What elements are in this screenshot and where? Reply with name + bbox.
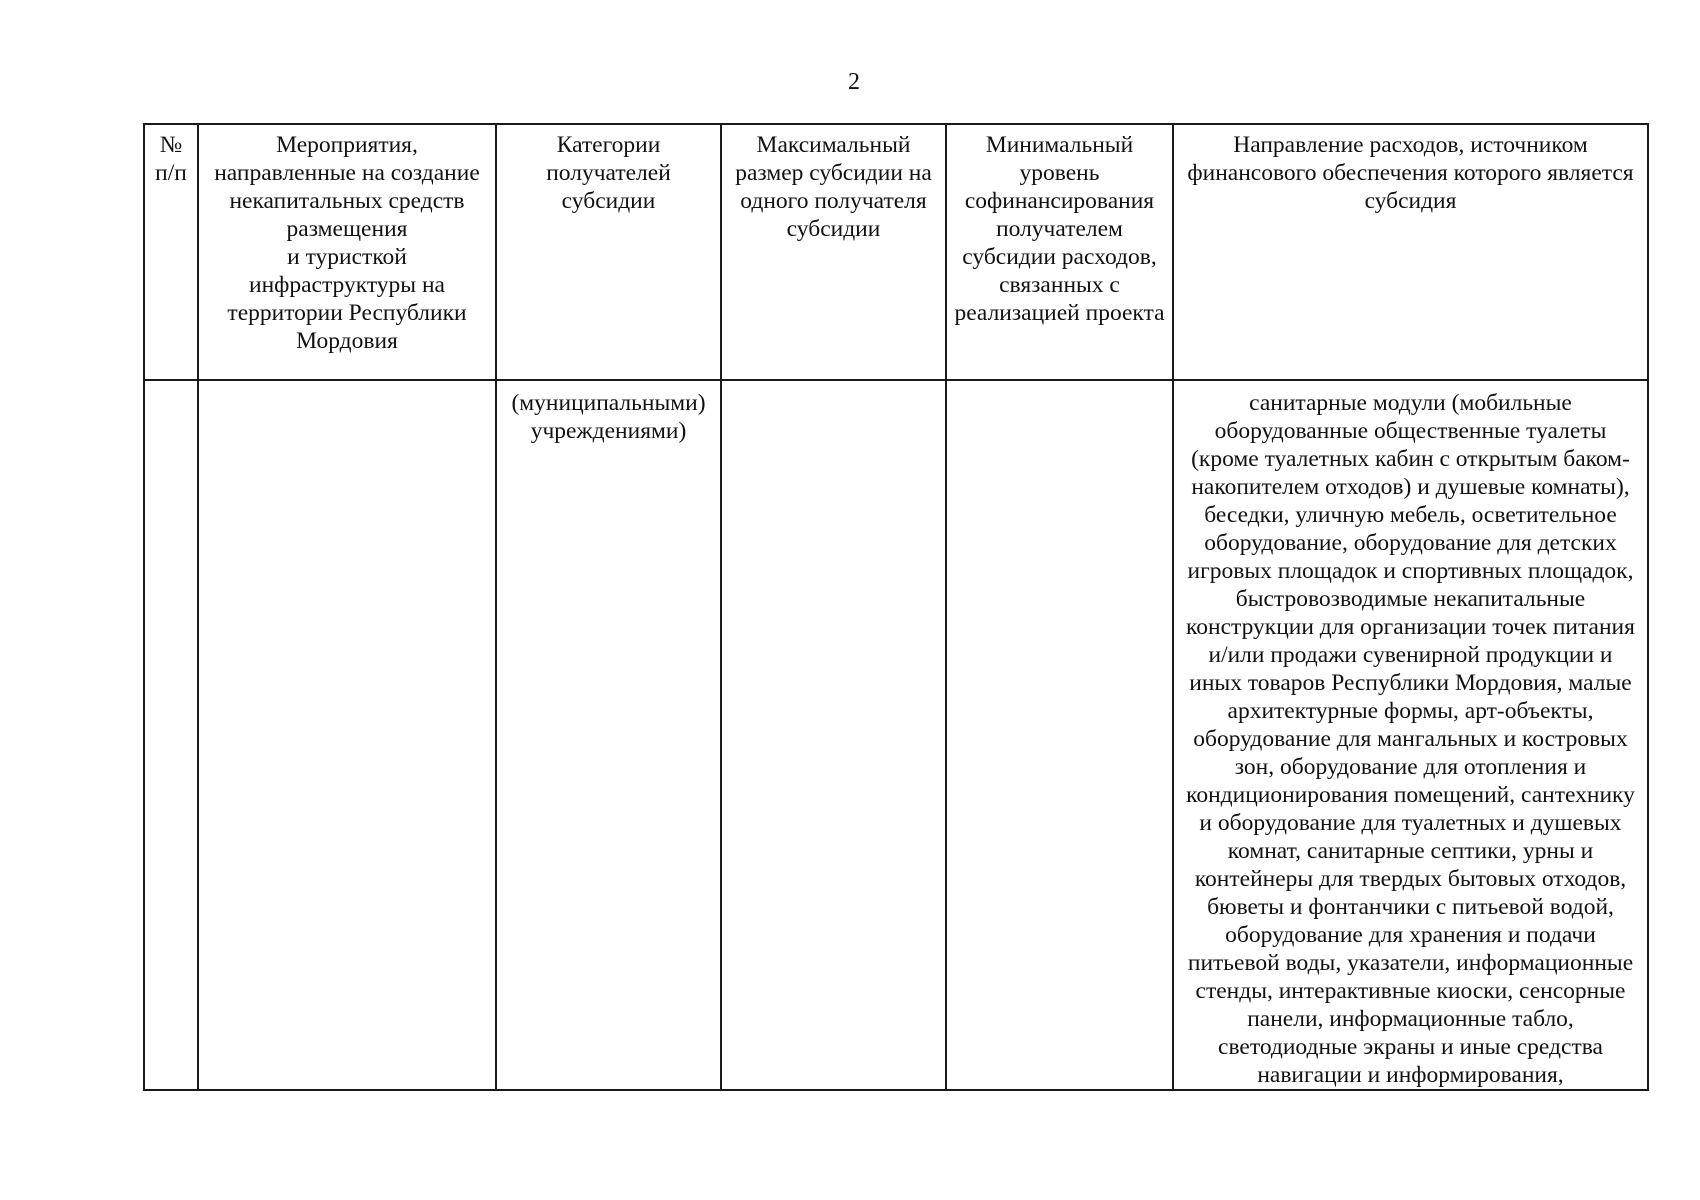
cell-text-line: территории Республики [227, 300, 467, 326]
cell-text-line: Максимальный [756, 132, 911, 158]
cell-text-line: Категории [556, 132, 661, 158]
cell-text-line: светодиодные экраны и иные средства [1218, 1034, 1603, 1060]
cell-max-size [721, 380, 946, 1090]
cell-text-line: иных товаров Республики Мордовия, малые [1189, 670, 1632, 696]
cell-text-line: направленные на создание [214, 160, 480, 186]
subsidy-table [143, 123, 1649, 1091]
cell-text-line: навигации и информирования, [1257, 1062, 1564, 1088]
cell-measures [198, 380, 496, 1090]
cell-text-line: питьевой воды, указатели, информационные [1187, 950, 1634, 976]
cell-text-line: комнат, санитарные септики, урны и [1227, 838, 1594, 864]
header-min-level [946, 124, 1173, 380]
cell-text-line: субсидии расходов, [962, 244, 1157, 270]
cell-text-line: учреждениями) [530, 418, 687, 444]
cell-text-line: быстровозводимые некапитальные [1235, 586, 1586, 612]
cell-text-line: уровень [1019, 160, 1100, 186]
cell-text-line: Минимальный [985, 132, 1134, 158]
cell-text-line: и/или продажи сувенирной продукции и [1208, 642, 1613, 668]
cell-text-line: архитектурные формы, арт-объекты, [1227, 698, 1594, 724]
cell-text-line: Направление расходов, источником [1233, 132, 1588, 158]
header-max-size [721, 124, 946, 380]
cell-text-line: связанных с [999, 272, 1120, 298]
cell-text-line: субсидия [1364, 188, 1457, 214]
cell-text-line: субсидии [561, 188, 656, 214]
cell-number [144, 380, 198, 1090]
cell-text-line: размещения [286, 216, 408, 242]
table-header-row [144, 124, 1648, 380]
header-categories [496, 124, 721, 380]
cell-text-line: санитарные модули (мобильные [1249, 390, 1572, 416]
cell-text-line: финансового обеспечения которого является [1187, 160, 1634, 186]
cell-text-line: оборудование, оборудование для детских [1204, 530, 1617, 556]
cell-text-line: оборудование для мангальных и костровых [1193, 726, 1628, 752]
cell-text-line: некапитальных средств [229, 188, 465, 214]
cell-text-line: конструкции для организации точек питания [1186, 614, 1635, 640]
cell-text-line: получателей [546, 160, 671, 186]
cell-text-line: софинансирования [964, 188, 1155, 214]
cell-text-line: беседки, уличную мебель, осветительное [1204, 502, 1617, 528]
cell-text-line: (кроме туалетных кабин с открытым баком- [1191, 446, 1630, 472]
cell-text-line: (муниципальными) [511, 390, 706, 416]
header-number [144, 124, 198, 380]
cell-text-line: одного получателя [740, 188, 927, 214]
cell-text-line: № [159, 132, 183, 158]
cell-text-line: игровых площадок и спортивных площадок, [1187, 558, 1634, 584]
cell-text-line: оборудование для хранения и подачи [1225, 922, 1596, 948]
table-row [144, 380, 1648, 1090]
page-number: 2 [848, 69, 860, 95]
cell-text-line: зон, оборудование для отопления и [1234, 754, 1587, 780]
cell-text-line: кондиционирования помещений, сантехнику [1186, 782, 1635, 808]
cell-text-line: Мордовия [296, 328, 398, 354]
cell-text-line: стенды, интерактивные киоски, сенсорные [1195, 978, 1626, 1004]
cell-text-line: оборудованные общественные туалеты [1214, 418, 1607, 444]
cell-text-line: контейнеры для твердых бытовых отходов, [1194, 866, 1627, 892]
header-measures [198, 124, 496, 380]
cell-text-line: реализацией проекта [954, 300, 1165, 326]
cell-text-line: получателем [996, 216, 1123, 242]
cell-text-line: бюветы и фонтанчики с питьевой водой, [1207, 894, 1614, 920]
cell-text-line: накопителем отходов) и душевые комнаты), [1191, 474, 1630, 500]
cell-text-line: и туристкой [287, 244, 407, 270]
cell-text-line: Мероприятия, [276, 132, 418, 158]
cell-text-line: и оборудование для туалетных и душевых [1199, 810, 1622, 836]
cell-text-line: инфраструктуры на [249, 272, 445, 298]
cell-min-level [946, 380, 1173, 1090]
cell-categories [496, 380, 721, 1090]
cell-text-line: п/п [155, 160, 187, 186]
header-direction [1173, 124, 1648, 380]
cell-text-line: субсидии [786, 216, 881, 242]
cell-text-line: панели, информационные табло, [1247, 1006, 1574, 1032]
cell-text-line: размер субсидии на [735, 160, 932, 186]
cell-direction [1173, 380, 1648, 1090]
